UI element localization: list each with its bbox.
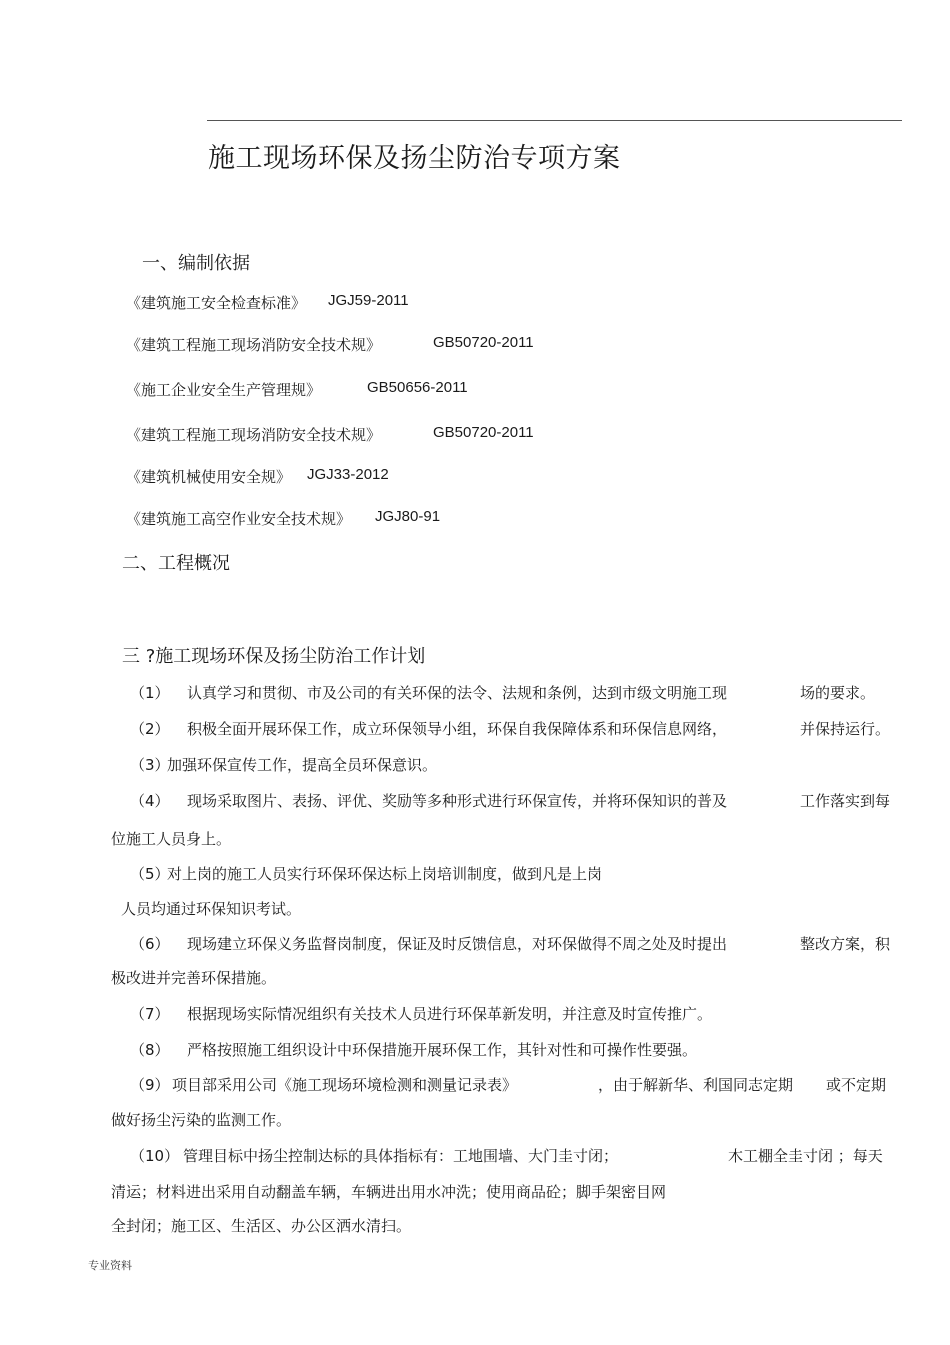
item-text-tail: 或不定期 [826,1076,887,1094]
item-number: （10） [130,1147,180,1165]
item-text: 现场采取图片、表扬、评优、奖励等多种形式进行环保宣传，并将环保知识的普及 [187,792,728,810]
reference-code: GB50720-2011 [433,334,534,351]
item-number: （8） [130,1041,170,1059]
item-text: 项目部采用公司《施工现场环境检测和测量记录表》 [172,1076,518,1094]
item-number: （5） [130,865,170,883]
item-text-continuation: 人员均通过环保知识考试。 [121,900,302,918]
item-text: 加强环保宣传工作，提高全员环保意识。 [167,756,438,774]
footer-label: 专业资料 [88,1259,132,1272]
item-text-tail: 整改方案，积 [800,935,891,953]
item-number: （9） [130,1076,170,1094]
item-text-tail: 木工棚全圭寸闭 ；每天 [728,1147,883,1165]
reference-code: GB50656-2011 [367,379,468,396]
section-1-heading: 一、编制依据 [142,253,250,274]
item-text: 严格按照施工组织设计中环保措施开展环保工作，其针对性和可操作性要强。 [187,1041,698,1059]
reference-name: 《建筑工程施工现场消防安全技术规》 [126,426,382,444]
section-3-heading: 三 ?施工现场环保及扬尘防治工作计划 [122,646,426,667]
item-number: （3） [130,756,170,774]
item-text-tail: 并保持运行。 [800,720,891,738]
item-text: 管理目标中扬尘控制达标的具体指标有：工地围墙、大门圭寸闭； [183,1147,619,1165]
reference-name: 《建筑机械使用安全规》 [126,468,292,486]
reference-name: 《施工企业安全生产管理规》 [126,381,322,399]
item-text: 根据现场实际情况组织有关技术人员进行环保革新发明，并注意及时宣传推广。 [187,1005,713,1023]
reference-code: GB50720-2011 [433,424,534,441]
item-number: （4） [130,792,170,810]
reference-name: 《建筑施工高空作业安全技术规》 [126,510,352,528]
item-text-continuation: 清运；材料进出采用自动翻盖车辆，车辆进出用水冲洗；使用商品砼；脚手架密目网 [111,1183,667,1201]
header-rule [207,120,902,121]
document-title: 施工现场环保及扬尘防治专项方案 [208,143,621,174]
item-text: 积极全面开展环保工作，成立环保领导小组，环保自我保障体系和环保信息网络， [187,720,728,738]
item-text-tail: 场的要求。 [800,684,876,702]
item-text: 对上岗的施工人员实行环保环保达标上岗培训制度，做到凡是上岗 [167,865,603,883]
item-text-tail: 工作落实到每 [800,792,891,810]
item-text-continuation: 全封闭；施工区、生活区、办公区洒水清扫。 [111,1217,412,1235]
reference-code: JGJ59-2011 [328,292,409,309]
section-2-heading: 二、工程概况 [122,553,230,574]
reference-name: 《建筑施工安全检查标准》 [126,294,307,312]
item-number: （7） [130,1005,170,1023]
item-text-continuation: 位施工人员身上。 [111,830,232,848]
item-text-continuation: 极改进并完善环保措施。 [111,969,277,987]
item-text-continuation: 做好扬尘污染的监测工作。 [111,1111,292,1129]
item-number: （2） [130,720,170,738]
item-number: （6） [130,935,170,953]
item-text-mid: ，由于解新华、利国同志定期 [598,1076,794,1094]
item-text: 现场建立环保义务监督岗制度，保证及时反馈信息，对环保做得不周之处及时提出 [187,935,728,953]
item-text: 认真学习和贯彻、市及公司的有关环保的法令、法规和条例，达到市级文明施工现 [187,684,728,702]
reference-name: 《建筑工程施工现场消防安全技术规》 [126,336,382,354]
item-number: （1） [130,684,170,702]
reference-code: JGJ80-91 [375,508,441,525]
reference-code: JGJ33-2012 [307,466,389,483]
